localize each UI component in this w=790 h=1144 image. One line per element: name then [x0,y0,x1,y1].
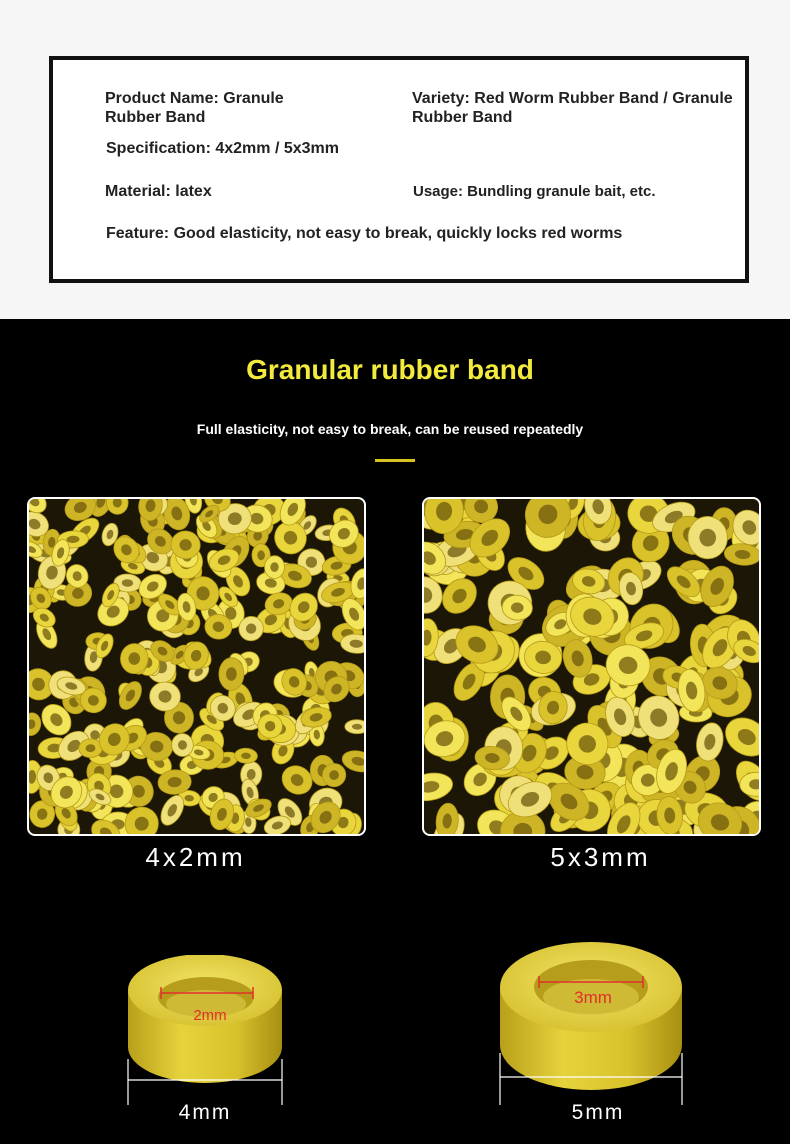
outer-measure-label-4mm: 4mm [178,1101,232,1124]
ring-diagram-4mm [120,955,290,1105]
inner-measure-label: 2mm [193,1007,227,1024]
photo-caption-4x2: 4x2mm [145,842,246,872]
spec-feature: Feature: Good elasticity, not easy to break, quickly locks red worms [106,225,623,242]
inner-measure-label: 3mm [574,988,612,1007]
outer-measure-label-5mm: 5mm [571,1101,625,1124]
rubber-bands-photo-large [424,499,759,834]
title-divider [375,459,415,462]
spec-variety: Variety: Red Worm Rubber Band / Granule Rubber Band [412,90,733,126]
product-photo-4x2 [27,497,366,836]
spec-material: Material: latex [105,183,212,200]
hero-title: Granular rubber band [246,354,534,385]
spec-product-name: Product Name: Granule Rubber Band [105,90,284,126]
rubber-bands-photo-small [29,499,364,834]
spec-section [0,0,790,319]
spec-specification: Specification: 4x2mm / 5x3mm [106,140,339,157]
ring-diagram-5mm [493,927,689,1105]
photo-caption-5x3: 5x3mm [550,842,651,872]
hero-subtitle: Full elasticity, not easy to break, can be reused repeatedly [196,421,584,437]
spec-box [49,56,749,283]
product-photo-5x3 [422,497,761,836]
spec-usage: Usage: Bundling granule bait, etc. [413,183,656,200]
